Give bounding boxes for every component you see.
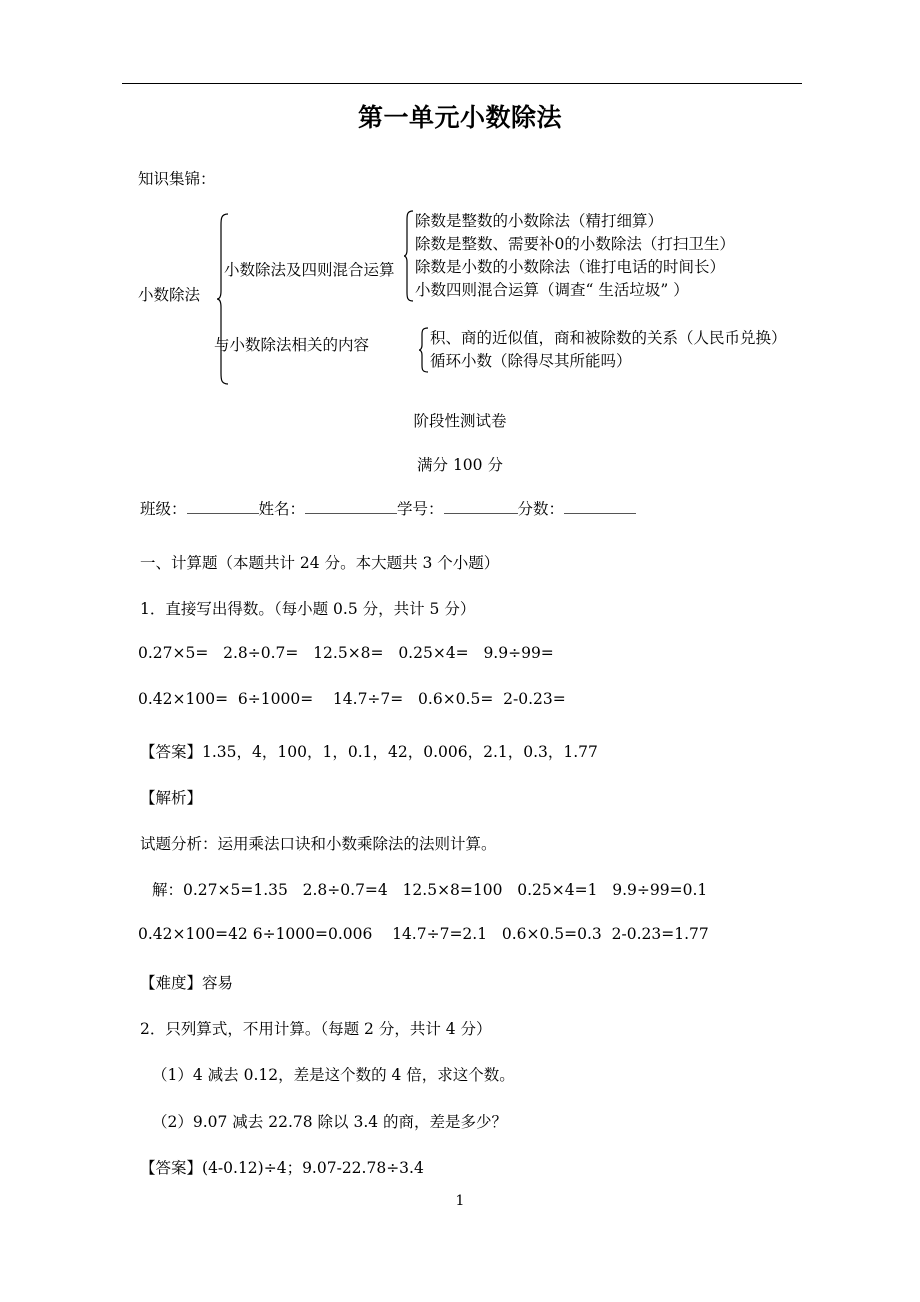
field-blank-score[interactable] xyxy=(564,513,636,514)
question-1-difficulty xyxy=(140,971,233,993)
question-1-analysis-label: 【解析】 xyxy=(140,789,203,807)
field-label-number: 学号： xyxy=(397,500,444,518)
branch2-brace-icon xyxy=(418,327,430,373)
question-2-answer xyxy=(140,1156,424,1178)
question-2-sub-1: （1）4 减去 0.12，差是这个数的 4 倍，求这个数。 xyxy=(152,1066,515,1084)
outer-brace-icon xyxy=(216,213,230,385)
question-2-text: 只列算式，不用计算。（每题 2 分，共计 4 分） xyxy=(165,1020,492,1038)
question-1-solution-line-2: 0.42×100=42 6÷1000=0.006 14.7÷7=2.1 0.6×0.5=0.3 2-0.23=1.77 xyxy=(138,925,709,943)
field-label-class: 班级： xyxy=(140,500,187,518)
question-1-difficulty-label: 【难度】 xyxy=(140,974,203,992)
tree-branch-label-2: 与小数除法相关的内容 xyxy=(214,336,370,354)
tree-branch-label-1: 小数除法及四则混合运算 xyxy=(224,261,395,279)
page-title: 第一单元小数除法 xyxy=(357,103,562,132)
student-info-line xyxy=(140,497,636,519)
tree-leaf-1-3: 除数是小数的小数除法（谁打电话的时间长） xyxy=(415,258,726,276)
question-1-answer xyxy=(140,740,598,762)
header-rule xyxy=(122,83,802,84)
tree-leaf-2-2: 循环小数（除得尽其所能吗） xyxy=(430,352,632,370)
field-blank-class[interactable] xyxy=(187,513,259,514)
exam-heading: 阶段性测试卷 xyxy=(413,412,507,430)
question-1-solution-line-1: 解：0.27×5=1.35 2.8÷0.7=4 12.5×8=100 0.25×4=1 9.9÷99=0.1 xyxy=(152,881,708,899)
knowledge-tree-diagram xyxy=(130,205,810,390)
tree-leaf-2-1: 积、商的近似值，商和被除数的关系（人民币兑换） xyxy=(430,329,787,347)
question-1-answer-label: 【答案】 xyxy=(140,743,203,761)
tree-leaf-1-4: 小数四则混合运算（调查“ 生活垃圾” ） xyxy=(415,281,689,299)
question-1-difficulty-value: 容易 xyxy=(202,974,234,992)
question-1-expressions-line-2: 0.42×100= 6÷1000= 14.7÷7= 0.6×0.5= 2-0.23= xyxy=(138,690,566,708)
field-label-name: 姓名： xyxy=(258,500,306,518)
knowledge-lead-label: 知识集锦： xyxy=(138,170,216,188)
field-label-score: 分数： xyxy=(517,500,565,518)
question-2-sub-2: （2）9.07 减去 22.78 除以 3.4 的商，差是多少？ xyxy=(152,1113,508,1131)
question-2-prompt xyxy=(140,1017,492,1039)
question-1-analysis-intro: 试题分析：运用乘法口诀和小数乘除法的法则计算。 xyxy=(140,835,497,853)
question-1-answer-text: 1.35，4，100，1，0.1，42，0.006，2.1，0.3，1.77 xyxy=(202,743,598,761)
question-1-text: 直接写出得数。（每小题 0.5 分，共计 5 分） xyxy=(165,600,476,618)
branch1-brace-icon xyxy=(403,210,415,302)
question-1-prompt xyxy=(140,597,475,619)
question-1-expressions-line-1: 0.27×5= 2.8÷0.7= 12.5×8= 0.25×4= 9.9÷99= xyxy=(138,644,554,662)
tree-leaf-1-1: 除数是整数的小数除法（精打细算） xyxy=(415,212,664,230)
question-2-number: 2． xyxy=(140,1020,166,1038)
field-blank-number[interactable] xyxy=(444,513,518,514)
tree-leaf-1-2: 除数是整数、需要补0的小数除法（打扫卫生） xyxy=(415,235,735,253)
question-1-number: 1． xyxy=(140,600,166,618)
exam-total-score: 满分 100 分 xyxy=(417,456,503,474)
tree-root-label: 小数除法 xyxy=(138,286,201,304)
question-2-answer-text: (4-0.12)÷4；9.07-22.78÷3.4 xyxy=(202,1159,424,1177)
field-blank-name[interactable] xyxy=(305,513,397,514)
question-2-answer-label: 【答案】 xyxy=(140,1159,203,1177)
section-heading: 一、计算题（本题共计 24 分。本大题共 3 个小题） xyxy=(140,554,500,572)
page-number: 1 xyxy=(455,1193,465,1209)
